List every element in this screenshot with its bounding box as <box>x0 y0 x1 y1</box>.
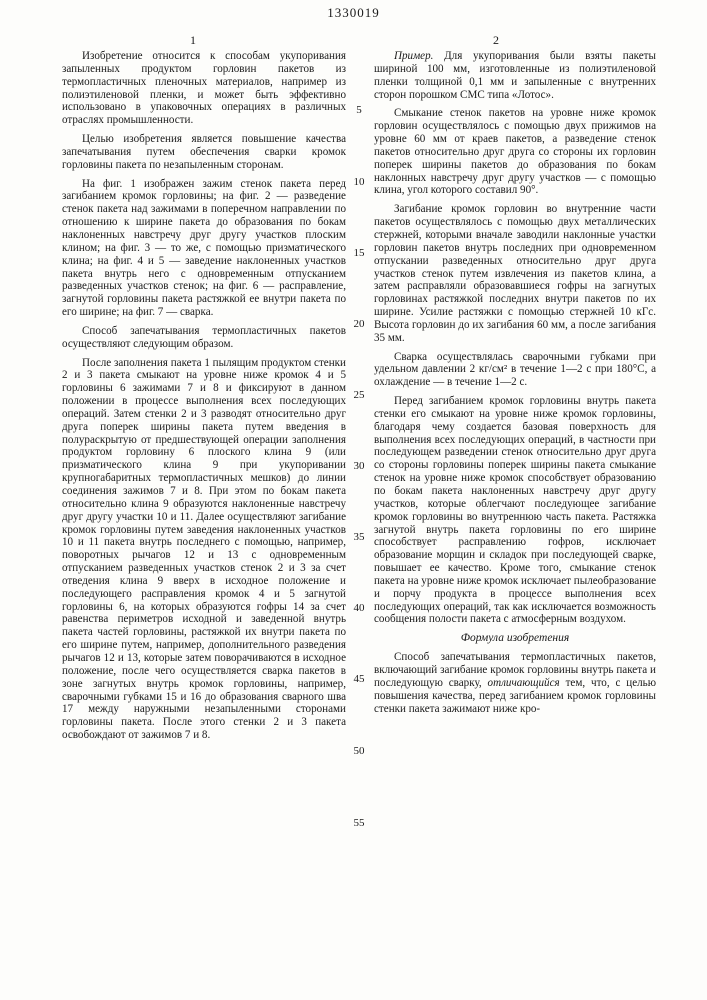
example-lead: Пример. <box>394 50 433 62</box>
claim-start: Способ запечатывания термопластичных пакетов, включающий загибание кромок горловины внутрь пакета и последующую сварку, <box>374 651 656 689</box>
claim-end: тем, что, с целью повышения качества, перед загибанием кромок горловины стенки пакета зажимают ниже кро- <box>374 677 656 715</box>
claims-heading: Формула изобретения <box>374 632 656 645</box>
paragraph: Сварка осуществлялась сварочными губками при удельном давлении 2 кг/см² в течение 1—2 с при 180°С, а охлаждение — в течение 1—2 с. <box>374 351 656 390</box>
paragraph: Загибание кромок горловин во внутренние части пакетов осуществлялось с помощью двух металлических стержней, которыми вначале заводили наклонные участки горловин пакетов внутрь последних при одновременном отпускании разведенных относительно друг друга участков стенок путем извлечения из пакетов клина, а затем расправляли образовавшиеся гофры на загнутых горловинах растяжкой последних внутри пакетов по их ширине. Усилие растяжки с помощью стержней 10 кГс. Высота горловин до их загибания 60 мм, а после загибания 35 мм. <box>374 203 656 344</box>
line-number-45: 45 <box>348 673 370 685</box>
claim-emphasis: отличающийся <box>488 677 560 689</box>
right-column <box>374 50 656 721</box>
paragraph: Смыкание стенок пакетов на уровне ниже кромок горловин осуществлялось с помощью двух прижимов на уровне 60 мм от краев пакетов, а разведение стенок пакетов относительно друг друга со стороны их горловин поперек ширины пакетов до образования по бокам наклонных навстречу друг другу участков — с помощью клина, угол которого составил 90°. <box>374 107 656 197</box>
line-number-25: 25 <box>348 389 370 401</box>
line-number-50: 50 <box>348 745 370 757</box>
line-number-40: 40 <box>348 602 370 614</box>
paragraph <box>374 50 656 101</box>
example-text: Для укупоривания были взяты пакеты шириной 100 мм, изготовленные из полиэтиленовой пленки толщиной 0,1 мм и запыленные с внутренних сторон порошком СМС типа «Лотос». <box>374 50 656 101</box>
left-column <box>62 50 346 748</box>
paragraph: После заполнения пакета 1 пылящим продуктом стенки 2 и 3 пакета смыкают на уровне ниже кромок 4 и 5 горловины 6 зажимами 7 и 8 и фиксируют в данном положении в процессе выполнения всех последующих операций. Затем стенки 2 и 3 разводят относительно друг друга поперек ширины пакета путем введения в полураскрытую от предшествующей операции заполнения продуктом горловину 6 плоского клина 9 (или призматического клина 9 при укупоривании крупногабаритных термопластичных мешков) до линии соединения зажимов 7 и 8. При этом по бокам пакета относительно клина 9 образуются наклоненные навстречу друг другу участки 10 и 11. Далее осуществляют загибание кромок горловины путем заведения наклоненных участков 10 и 11 пакета внутрь последнего с помощью, например, поворотных рычагов 12 и 13 с одновременным отпусканием разведенных участков стенок 2 и 3 за счет отведения клина 9 вверх в исходное положение и последующего расправления кромок 4 и 5 загнутой горловины 6, на которых образуются гофры 14 за счет равенства периметров исходной и заведенной внутрь пакета частей горловины, растяжкой их внутри пакета по его ширине путем, например, дополнительного разведения рычагов 12 и 13, которые затем поворачиваются в исходное положение, после чего осуществляется сварка пакетов в зоне загнутых внутрь кромок горловины, например, сварочными губками 15 и 16 до образования сварного шва 17 между наружными незапыленными сторонами горловины пакета. После этого стенки 2 и 3 пакета освобождают от зажимов 7 и 8. <box>62 357 346 742</box>
line-number-55: 55 <box>348 817 370 829</box>
patent-number: 1330019 <box>0 5 707 21</box>
paragraph: Перед загибанием кромок горловины внутрь пакета стенки его смыкают на уровне ниже кромок горловины, благодаря чему создается базовая поверхность для выполнения всех последующих операций, в частности при последующем разведении стенок относительно друг друга со стороны горловины поперек ширины пакета смыкание стенок на уровне ниже кромок способствует образованию по бокам пакета наклоненных навстречу друг другу участков, которые облегчают последующее загибание кромок горловины во внутреннюю часть пакета. Растяжка загнутой внутрь пакета горловины по его ширине способствует расправлению гофров, исключает образование морщин и складок при последующей сварке, повышает ее качество. Кроме того, смыкание стенок пакета на уровне ниже кромок исключает пылеобразование и порчу продукта в процессе выполнения всех последующих операций, так как исключается возможность сообщения полости пакета с атмосферным воздухом. <box>374 395 656 626</box>
claim-paragraph <box>374 651 656 715</box>
line-number-30: 30 <box>348 460 370 472</box>
paragraph: Способ запечатывания термопластичных пакетов осуществляют следующим образом. <box>62 325 346 351</box>
line-number-10: 10 <box>348 176 370 188</box>
paragraph: Изобретение относится к способам укупоривания запыленных продуктом горловин пакетов из термопластичных пленочных материалов, например из полиэтиленовой пленки, и может быть эффективно использовано в упаковочных операциях в различных отраслях промышленности. <box>62 50 346 127</box>
column-number-right: 2 <box>493 33 499 48</box>
paragraph: Целью изобретения является повышение качества запечатывания путем обеспечения сварки кромок горловины пакета по незапыленным сторонам. <box>62 133 346 172</box>
line-number-15: 15 <box>348 247 370 259</box>
line-number-20: 20 <box>348 318 370 330</box>
column-number-left: 1 <box>190 33 196 48</box>
line-number-35: 35 <box>348 531 370 543</box>
line-number-5: 5 <box>348 104 370 116</box>
paragraph: На фиг. 1 изображен зажим стенок пакета перед загибанием кромок горловины; на фиг. 2 — разведение стенок пакета над зажимами в поперечном направлении по отношению к ширине пакета до образования по бокам наклоненных навстречу друг другу участков плоским клином; на фиг. 3 — то же, с помощью призматического клина; на фиг. 4 и 5 — заведение наклоненных участков пакета внутрь него с одновременным отпусканием разведенных участков стенок; на фиг. 6 — расправление, загнутой горловины пакета растяжкой ее внутри пакета по его ширине; на фиг. 7 — сварка. <box>62 178 346 319</box>
